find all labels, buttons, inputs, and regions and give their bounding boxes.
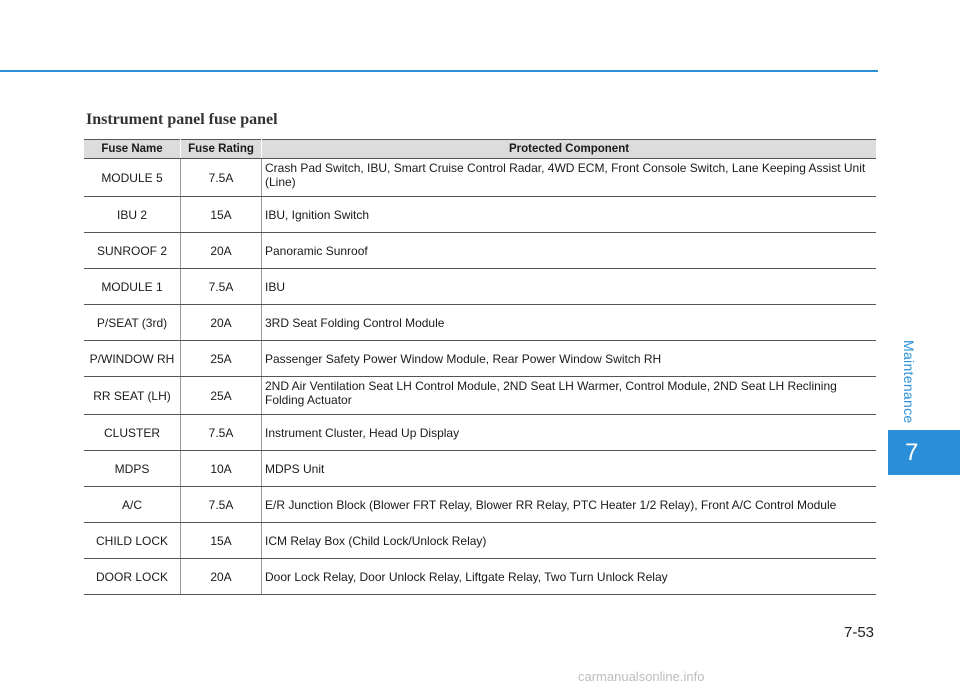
header-fuse-name: Fuse Name	[84, 140, 181, 159]
fuse-name-cell: P/SEAT (3rd)	[84, 305, 181, 341]
header-protected-component: Protected Component	[262, 140, 877, 159]
table-row	[84, 415, 876, 451]
fuse-rating-cell: 7.5A	[181, 415, 262, 451]
fuse-name-cell: SUNROOF 2	[84, 233, 181, 269]
chapter-tab: 7	[888, 430, 960, 475]
table-row	[84, 377, 876, 415]
fuse-name-cell: IBU 2	[84, 197, 181, 233]
fuse-name-cell: MODULE 5	[84, 159, 181, 197]
protected-component-cell: Door Lock Relay, Door Unlock Relay, Liftgate Relay, Two Turn Unlock Relay	[262, 559, 877, 595]
fuse-rating-cell: 25A	[181, 341, 262, 377]
header-fuse-rating: Fuse Rating	[181, 140, 262, 159]
fuse-name-cell: RR SEAT (LH)	[84, 377, 181, 415]
protected-component-cell: Crash Pad Switch, IBU, Smart Cruise Control Radar, 4WD ECM, Front Console Switch, Lane Keeping Assist Unit (Line)	[262, 159, 877, 197]
fuse-name-cell: MDPS	[84, 451, 181, 487]
fuse-rating-cell: 20A	[181, 305, 262, 341]
fuse-name-cell: DOOR LOCK	[84, 559, 181, 595]
protected-component-cell: IBU, Ignition Switch	[262, 197, 877, 233]
protected-component-cell: Panoramic Sunroof	[262, 233, 877, 269]
protected-component-cell: ICM Relay Box (Child Lock/Unlock Relay)	[262, 523, 877, 559]
fuse-name-cell: MODULE 1	[84, 269, 181, 305]
fuse-name-cell: P/WINDOW RH	[84, 341, 181, 377]
protected-component-cell: MDPS Unit	[262, 451, 877, 487]
table-row	[84, 451, 876, 487]
table-row	[84, 559, 876, 595]
protected-component-cell: Instrument Cluster, Head Up Display	[262, 415, 877, 451]
protected-component-cell: 3RD Seat Folding Control Module	[262, 305, 877, 341]
fuse-name-cell: A/C	[84, 487, 181, 523]
protected-component-cell: 2ND Air Ventilation Seat LH Control Module, 2ND Seat LH Warmer, Control Module, 2ND Seat LH Reclining Folding Actuator	[262, 377, 877, 415]
protected-component-cell: IBU	[262, 269, 877, 305]
side-section-label: Maintenance	[901, 340, 917, 424]
fuse-rating-cell: 15A	[181, 523, 262, 559]
table-row	[84, 487, 876, 523]
table-row	[84, 197, 876, 233]
table-row	[84, 159, 876, 197]
top-accent-rule	[0, 70, 878, 72]
fuse-rating-cell: 20A	[181, 559, 262, 595]
table-row	[84, 523, 876, 559]
fuse-rating-cell: 10A	[181, 451, 262, 487]
fuse-rating-cell: 25A	[181, 377, 262, 415]
section-title: Instrument panel fuse panel	[86, 111, 278, 128]
fuse-rating-cell: 7.5A	[181, 269, 262, 305]
fuse-rating-cell: 15A	[181, 197, 262, 233]
fuse-rating-cell: 7.5A	[181, 487, 262, 523]
fuse-rating-cell: 7.5A	[181, 159, 262, 197]
fuse-name-cell: CHILD LOCK	[84, 523, 181, 559]
table-row	[84, 233, 876, 269]
fuse-rating-cell: 20A	[181, 233, 262, 269]
table-row	[84, 305, 876, 341]
table-row	[84, 269, 876, 305]
table-row	[84, 341, 876, 377]
table-header-row	[84, 140, 876, 159]
fuse-name-cell: CLUSTER	[84, 415, 181, 451]
watermark: carmanualsonline.info	[578, 669, 705, 684]
page-number: 7-53	[844, 624, 875, 641]
fuse-table	[84, 139, 876, 595]
protected-component-cell: Passenger Safety Power Window Module, Rear Power Window Switch RH	[262, 341, 877, 377]
protected-component-cell: E/R Junction Block (Blower FRT Relay, Blower RR Relay, PTC Heater 1/2 Relay), Front A/C Control Module	[262, 487, 877, 523]
